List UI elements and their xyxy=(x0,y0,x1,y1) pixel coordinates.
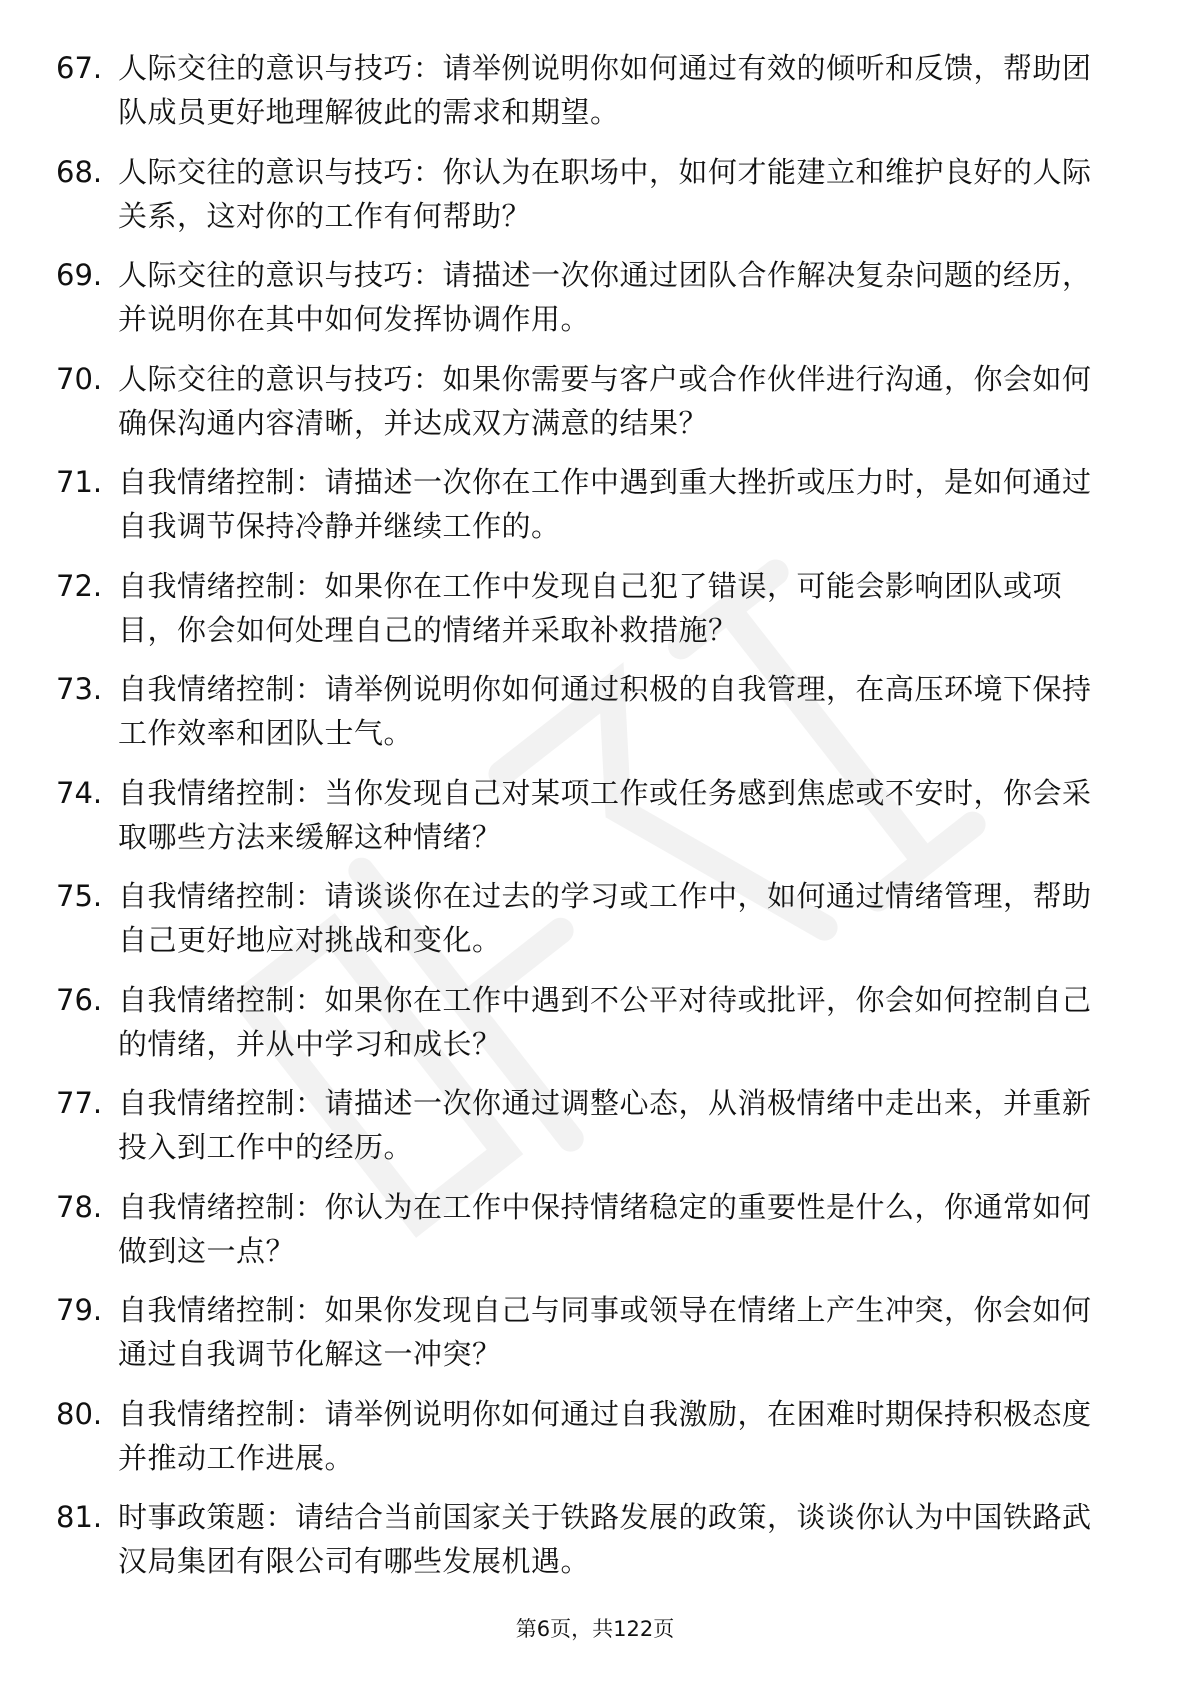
question-item xyxy=(56,1495,1136,1589)
question-text: 人际交往的意识与技巧：请描述一次你通过团队合作解决复杂问题的经历，并说明你在其中如何发挥协调作用。 xyxy=(118,258,1092,336)
question-text: 自我情绪控制：请谈谈你在过去的学习或工作中，如何通过情绪管理，帮助自己更好地应对挑战和变化。 xyxy=(118,879,1092,957)
question-text: 自我情绪控制：如果你发现自己与同事或领导在情绪上产生冲突，你会如何通过自我调节化解这一冲突？ xyxy=(118,1293,1092,1371)
question-number: 74. xyxy=(56,775,103,810)
page-footer xyxy=(0,1614,1190,1644)
question-item xyxy=(56,978,1136,1072)
question-number: 72. xyxy=(56,568,103,603)
question-text: 自我情绪控制：如果你在工作中发现自己犯了错误，可能会影响团队或项目，你会如何处理自己的情绪并采取补救措施？ xyxy=(118,568,1063,647)
question-number: 70. xyxy=(56,361,103,396)
question-list xyxy=(56,46,1136,1599)
question-number: 73. xyxy=(56,672,103,706)
question-item xyxy=(56,1185,1136,1279)
question-text: 人际交往的意识与技巧：请举例说明你如何通过有效的倾听和反馈，帮助团队成员更好地理解彼此的需求和期望。 xyxy=(118,51,1092,129)
question-item xyxy=(56,253,1136,347)
question-number: 67. xyxy=(56,51,103,85)
question-number: 71. xyxy=(56,465,103,499)
question-number: 76. xyxy=(56,982,103,1017)
question-item xyxy=(56,667,1136,761)
question-item xyxy=(56,874,1136,968)
question-text: 人际交往的意识与技巧：你认为在职场中，如何才能建立和维护良好的人际关系，这对你的工作有何帮助？ xyxy=(118,154,1092,233)
question-text: 自我情绪控制：请举例说明你如何通过自我激励，在困难时期保持积极态度并推动工作进展。 xyxy=(118,1396,1092,1475)
question-number: 69. xyxy=(56,258,103,292)
question-number: 75. xyxy=(56,879,103,913)
question-item xyxy=(56,1392,1136,1486)
question-text: 自我情绪控制：请描述一次你通过调整心态，从消极情绪中走出来，并重新投入到工作中的经历。 xyxy=(118,1086,1092,1164)
question-number: 77. xyxy=(56,1086,103,1120)
question-text: 自我情绪控制：请举例说明你如何通过积极的自我管理，在高压环境下保持工作效率和团队士气。 xyxy=(118,672,1092,750)
question-text: 人际交往的意识与技巧：如果你需要与客户或合作伙伴进行沟通，你会如何确保沟通内容清晰，并达成双方满意的结果？ xyxy=(118,361,1092,440)
question-item xyxy=(56,460,1136,554)
question-number: 80. xyxy=(56,1396,103,1431)
question-text: 自我情绪控制：当你发现自己对某项工作或任务感到焦虑或不安时，你会采取哪些方法来缓解这种情绪？ xyxy=(118,775,1092,854)
question-text: 自我情绪控制：如果你在工作中遇到不公平对待或批评，你会如何控制自己的情绪，并从中学习和成长？ xyxy=(118,982,1092,1061)
question-number: 78. xyxy=(56,1189,103,1224)
question-number: 68. xyxy=(56,154,103,189)
question-item xyxy=(56,150,1136,244)
question-item xyxy=(56,771,1136,865)
question-text: 自我情绪控制：请描述一次你在工作中遇到重大挫折或压力时，是如何通过自我调节保持冷静并继续工作的。 xyxy=(118,465,1092,543)
page-number-label: 第6页，共122页 xyxy=(515,1617,675,1641)
question-number: 79. xyxy=(56,1293,103,1327)
question-item xyxy=(56,1288,1136,1382)
question-text: 自我情绪控制：你认为在工作中保持情绪稳定的重要性是什么，你通常如何做到这一点？ xyxy=(118,1189,1092,1268)
question-item xyxy=(56,1081,1136,1175)
question-item xyxy=(56,564,1136,658)
question-text: 时事政策题：请结合当前国家关于铁路发展的政策，谈谈你认为中国铁路武汉局集团有限公司有哪些发展机遇。 xyxy=(118,1500,1092,1578)
question-item xyxy=(56,357,1136,451)
question-number: 81. xyxy=(56,1500,103,1534)
question-item xyxy=(56,46,1136,140)
